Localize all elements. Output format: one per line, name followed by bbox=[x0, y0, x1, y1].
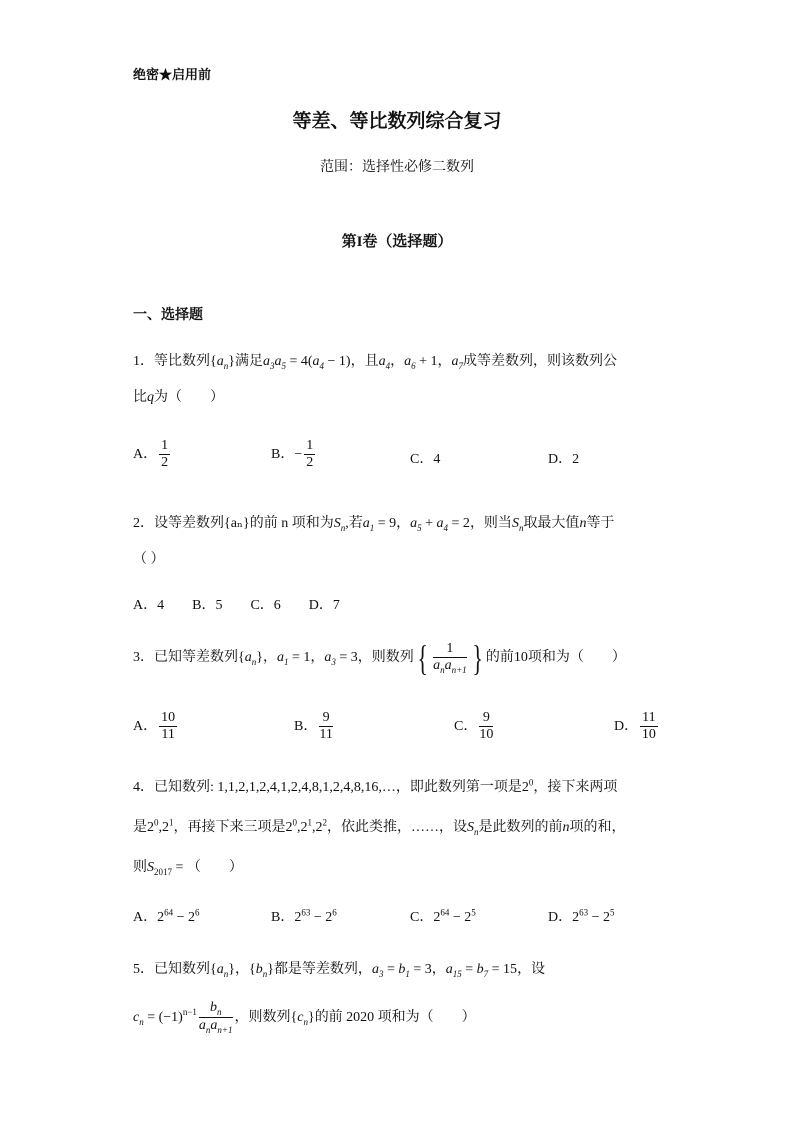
q4-text: （ ） bbox=[186, 860, 243, 875]
option-label: B． bbox=[294, 718, 318, 734]
q4-text: 是 bbox=[133, 820, 147, 835]
option-label: A． bbox=[133, 718, 158, 734]
q2-text: 等于 bbox=[586, 516, 615, 531]
q4-text: ，再接下来三项是 bbox=[173, 820, 286, 835]
q2-options[interactable]: A．4 B．5 C．6 D．7 bbox=[133, 598, 340, 613]
numerator: 1 bbox=[159, 438, 170, 455]
q4-option-c[interactable]: C．$2^{64} - 2^5$ bbox=[410, 907, 476, 925]
question-1-line-2 bbox=[133, 386, 224, 406]
q2-text: 2．设等差数列{aₙ}的前 n 项和为 bbox=[133, 516, 334, 531]
numerator: 9 bbox=[319, 710, 332, 727]
q4-text: ，即此数列第一项是 bbox=[395, 780, 522, 795]
question-4-line-3: 则$S_{2017}$ = （ ） bbox=[133, 860, 243, 877]
q5-text: 的前 2020 项和为（ ） bbox=[314, 1009, 476, 1025]
option-label: A． bbox=[133, 446, 158, 462]
numerator: 11 bbox=[640, 710, 657, 727]
q5-text: ， bbox=[431, 962, 446, 977]
q4-var-n: n bbox=[562, 820, 570, 835]
q5-text: 都是等差数列， bbox=[273, 962, 372, 977]
q1-var-q: q bbox=[147, 390, 154, 405]
q1-text: 比 bbox=[133, 390, 147, 405]
q3-text: ， bbox=[262, 650, 277, 666]
q4-option-d[interactable]: D．$2^{63} - 2^5$ bbox=[548, 907, 615, 925]
q3-text: ，则数列 bbox=[357, 650, 414, 666]
q4-option-b[interactable]: B．$2^{63} - 2^6$ bbox=[271, 907, 337, 925]
fraction bbox=[479, 710, 493, 743]
question-3-line-1: 3．已知等差数列$\{a_n\}$，$a_1 = 1$，$a_3 = 3$，则数列{ $\frac{1}{a_na_{n+1}}$ } 的前10项和为（ ） bbox=[133, 638, 626, 678]
option-label: D． bbox=[614, 718, 639, 734]
q1-text: 1．等比数列 bbox=[133, 354, 210, 369]
fraction: $\frac{1}{a_na_{n+1}}$ bbox=[433, 640, 467, 675]
fraction bbox=[640, 710, 657, 743]
question-4-line-1: 4．已知数列: 1,1,2,1,2,4,1,2,4,8,1,2,4,8,16,…，即此数列第一项是$2^0$，接下来两项 bbox=[133, 777, 618, 795]
q1-text: 成等差数列，则该数列公 bbox=[463, 354, 617, 369]
q5-text: ，则数列 bbox=[234, 1009, 291, 1025]
q1-text: ， bbox=[390, 354, 405, 369]
denominator: 11 bbox=[319, 727, 333, 743]
q3-text: ， bbox=[310, 650, 325, 666]
q4-text: 4．已知数列: bbox=[133, 780, 218, 795]
q4-text: ，依此类推，……，设 bbox=[327, 820, 467, 835]
option-label: D． bbox=[548, 910, 573, 925]
option-label: B．− bbox=[271, 446, 303, 462]
denominator: 2 bbox=[306, 455, 314, 471]
question-4-line-2: 是$2^0,2^1$，再接下来三项是$2^0,2^1,2^2$，依此类推，……，设$S_n$是此数列的前n项的和， bbox=[133, 817, 626, 837]
q4-text: 是此数列的前 bbox=[478, 820, 563, 835]
option-label: C． bbox=[410, 910, 434, 925]
q1-option-b[interactable] bbox=[271, 438, 317, 471]
q4-option-a[interactable]: A．$2^{64} - 2^6$ bbox=[133, 907, 200, 925]
q3-text: 的前10项和为（ ） bbox=[485, 650, 626, 666]
q1-text: ，且 bbox=[350, 354, 379, 369]
q1-text: 满足 bbox=[234, 354, 263, 369]
q1-option-c[interactable]: C．4 bbox=[410, 452, 441, 467]
fraction bbox=[319, 710, 332, 743]
q3-option-c[interactable] bbox=[454, 710, 495, 743]
numerator: 10 bbox=[159, 710, 177, 727]
option-label: C． bbox=[454, 718, 478, 734]
confidential-label: 绝密★启用前 bbox=[133, 67, 212, 82]
q1-option-d[interactable]: D．2 bbox=[548, 452, 580, 467]
q3-text: 3．已知等差数列 bbox=[133, 650, 238, 666]
q2-text: ,若 bbox=[345, 516, 363, 531]
denominator: 10 bbox=[479, 727, 494, 743]
q4-text: 则 bbox=[133, 860, 147, 875]
question-5-line-2: $c_n = (-1)^{n-1}$ $\frac{b_n}{a_na_{n+1}}$ ，则数列$\{c_n\}$的前 2020 项和为（ ） bbox=[133, 1000, 476, 1035]
volume-heading: 第I卷（选择题） bbox=[341, 234, 453, 250]
q4-sequence: 1,1,2,1,2,4,1,2,4,8,1,2,4,8,16,… bbox=[217, 780, 396, 795]
q4-text: ，接下来两项 bbox=[533, 780, 618, 795]
question-2-line-1: 2．设等差数列{aₙ}的前 n 项和为$S_n$,若$a_1 = 9$，$a_5 + a_4 = 2$，则当$S_n$取最大值n等于 bbox=[133, 516, 615, 533]
denominator: 2 bbox=[161, 455, 169, 471]
fraction: $\frac{b_n}{a_na_{n+1}}$ bbox=[198, 1000, 233, 1035]
q1-math-eq: $a_3a_5$ bbox=[262, 354, 286, 371]
q1-math-an: $\{a_n\}$ bbox=[210, 354, 235, 371]
q2-text: ，则当 bbox=[469, 516, 512, 531]
q1-text: ， bbox=[437, 354, 452, 369]
question-1-line-1: 1．等比数列$\{a_n\}$满足$a_3a_5 = 4(a_4 - 1)$，且$a_4$，$a_6 + 1$，$a_7$成等差数列，则该数列公 bbox=[133, 354, 617, 371]
fraction bbox=[304, 438, 315, 471]
q2-text: ， bbox=[396, 516, 411, 531]
denominator: 11 bbox=[161, 727, 175, 743]
q4-text: 项的和， bbox=[569, 820, 626, 835]
right-brace: } bbox=[472, 638, 483, 678]
fraction bbox=[159, 710, 177, 743]
q3-option-d[interactable] bbox=[614, 710, 660, 743]
fraction bbox=[159, 438, 170, 471]
q2-text: 取最大值 bbox=[523, 516, 580, 531]
left-brace: { bbox=[417, 638, 428, 678]
section-heading: 一、选择题 bbox=[133, 308, 203, 323]
denominator: 10 bbox=[641, 727, 656, 743]
question-2-line-2: （ ） bbox=[133, 552, 165, 567]
question-5-line-1: 5．已知数列$\{a_n\}$，$\{b_n\}$都是等差数列，$a_3 = b_1 = 3$，$a_{15} = b_7 = 15$，设 bbox=[133, 962, 546, 979]
page-title: 等差、等比数列综合复习 bbox=[292, 111, 502, 132]
option-label: A． bbox=[133, 910, 158, 925]
q1-option-a[interactable] bbox=[133, 438, 172, 471]
q5-text: 5．已知数列 bbox=[133, 962, 210, 977]
q3-option-b[interactable] bbox=[294, 710, 335, 743]
q5-text: ，设 bbox=[517, 962, 546, 977]
numerator: 9 bbox=[479, 710, 493, 727]
q3-option-a[interactable] bbox=[133, 710, 179, 743]
q1-text: 为（ ） bbox=[154, 390, 224, 405]
q5-text: ， bbox=[234, 962, 249, 977]
page-subtitle: 范围：选择性必修二数列 bbox=[320, 160, 474, 175]
option-label: B． bbox=[271, 910, 295, 925]
numerator: 1 bbox=[304, 438, 315, 455]
